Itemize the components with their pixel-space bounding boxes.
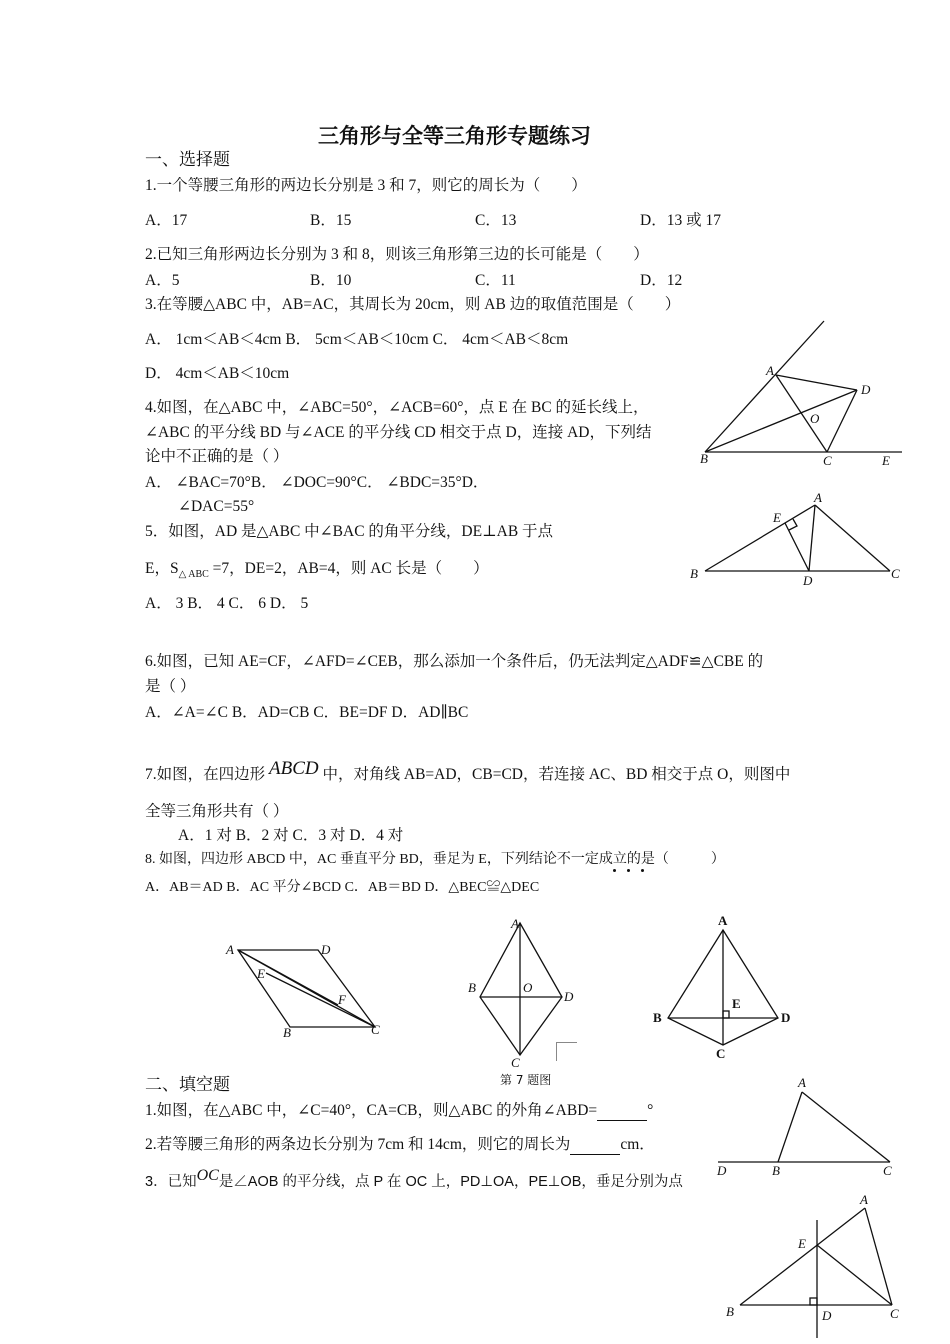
q6-line2: 是（ ） [145, 678, 196, 695]
q6-options: A．∠A=∠C B．AD=CB C．BE=DF D．AD∥BC [145, 704, 469, 721]
q7-line2: 全等三角形共有（ ） [145, 803, 289, 820]
fig6-label-d: D [321, 942, 331, 957]
fill1 [145, 1101, 653, 1121]
q7-options: A．1 对 B．2 对 C．3 对 D．4 对 [178, 827, 404, 844]
q4-options-line2: ∠DAC=55° [178, 498, 255, 515]
fill2-stem: 2.若等腰三角形的两条边长分别为 7cm 和 14cm，则它的周长为 [145, 1136, 571, 1153]
q3-stem: 3.在等腰△ABC 中，AB=AC，其周长为 20cm，则 AB 边的取值范围是（ ） [145, 296, 681, 313]
q5-line1: 5．如图，AD 是△ABC 中∠BAC 的角平分线，DE⊥AB 于点 [145, 523, 554, 540]
fig8-label-e: E [732, 996, 741, 1011]
q1-option-a: A．17 [145, 212, 188, 229]
q1-option-c: C．13 [475, 212, 517, 229]
figure-q8 [650, 910, 800, 1065]
figure-fill3 [720, 1190, 910, 1340]
figf1-label-d: D [717, 1163, 727, 1178]
fig6-label-e: E [257, 966, 265, 981]
fig6-label-a: A [226, 942, 234, 957]
q4-options-line1: A． ∠BAC=70°B． ∠DOC=90°C． ∠BDC=35°D． [145, 474, 489, 491]
fig8-label-d: D [781, 1010, 791, 1025]
figure-q5 [685, 488, 910, 588]
fig5-label-d: D [803, 573, 813, 588]
q1-option-d: D．13 或 17 [640, 212, 721, 229]
figure-q6 [220, 935, 390, 1045]
q5-line2 [145, 559, 489, 585]
q2-option-d: D．12 [640, 272, 683, 289]
fig4-label-b: B [700, 451, 708, 466]
q2-stem: 2.已知三角形两边长分别为 3 和 8，则该三角形第三边的长可能是（ ） [145, 246, 649, 263]
fig4-label-d: D [861, 382, 871, 397]
page-title: 三角形与全等三角形专题练习 [318, 124, 591, 148]
emphasis-dots [609, 869, 649, 873]
q4-line1: 4.如图，在△ABC 中，∠ABC=50°，∠ACB=60°，点 E 在 BC 的延长线上， [145, 399, 649, 416]
section-fill-heading: 二、填空题 [145, 1075, 230, 1094]
fill2-unit: cm． [620, 1136, 655, 1153]
q7-line1 [145, 758, 791, 785]
figf3-label-b: B [726, 1304, 734, 1319]
fig5-label-b: B [690, 566, 698, 581]
q1-option-b: B．15 [310, 212, 352, 229]
q2-option-c: C．11 [475, 272, 516, 289]
fig7-label-o: O [523, 980, 533, 995]
fig7-label-b: B [468, 980, 476, 995]
fill3-oc: OC [196, 1167, 219, 1184]
figf3-label-c: C [890, 1306, 899, 1321]
q4-line2: ∠ABC 的平分线 BD 与∠ACE 的平分线 CD 相交于点 D，连接 AD，下列结 [145, 424, 652, 441]
q7-pre: 7.如图，在四边形 [145, 766, 270, 783]
fill3 [145, 1167, 683, 1192]
q5-line2-b: =7，DE=2，AB=4，则 AC 长是（ ） [208, 560, 489, 577]
fig6-label-f: F [338, 992, 346, 1007]
fig4-label-a: A [766, 363, 774, 378]
q5-line2-a: E，S [145, 560, 179, 577]
fig8-label-a: A [718, 913, 728, 928]
figf3-label-a: A [860, 1192, 868, 1207]
figf1-label-a: A [798, 1075, 806, 1090]
q4-line3: 论中不正确的是（ ） [145, 448, 289, 465]
q5-options: A． 3 B． 4 C． 6 D． 5 [145, 595, 309, 612]
fig5-label-c: C [891, 566, 900, 581]
fig6-label-b: B [283, 1025, 291, 1040]
q5-line2-subscript: △ ABC [178, 569, 209, 580]
q8-line1: 8. 如图，四边形 ABCD 中，AC 垂直平分 BD，垂足为 E，下列结论不一定成立的是（ ） [145, 852, 725, 867]
figure-fill1 [710, 1070, 900, 1180]
fig4-label-o: O [810, 411, 820, 426]
q3-options-line2: D． 4cm＜AB＜10cm [145, 365, 290, 382]
fig4-label-e: E [882, 453, 890, 468]
q6-line1: 6.如图，已知 AE=CF，∠AFD=∠CEB，那么添加一个条件后，仍无法判定△ADF≌△CBE 的 [145, 653, 764, 670]
figf3-label-d: D [822, 1308, 832, 1323]
q1-stem: 1.一个等腰三角形的两边长分别是 3 和 7，则它的周长为（ ） [145, 177, 587, 194]
q8-options: A．AB＝AD B．AC 平分∠BCD C．AB＝BD D．△BEC≌△DEC [145, 880, 540, 895]
fill1-stem: 1.如图，在△ABC 中，∠C=40°，CA=CB，则△ABC 的外角∠ABD= [145, 1102, 598, 1119]
fill3-pre: 3．已知 [145, 1174, 197, 1190]
q7-post: 中，对角线 AB=AD，CB=CD，若连接 AC、BD 相交于点 O，则图中 [318, 766, 791, 783]
fig8-label-c: C [716, 1046, 726, 1061]
fig5-label-a: A [814, 490, 822, 505]
figf1-label-b: B [772, 1163, 780, 1178]
fill2-answer-blank[interactable] [570, 1140, 620, 1155]
fig7-label-a: A [511, 916, 519, 931]
q7-abcd: ABCD [269, 758, 319, 779]
q3-options-line1: A． 1cm＜AB＜4cm B． 5cm＜AB＜10cm C． 4cm＜AB＜8cm [145, 331, 569, 348]
section-choice-heading: 一、选择题 [145, 150, 230, 169]
fig8-label-b: B [653, 1010, 662, 1025]
figf1-label-c: C [883, 1163, 892, 1178]
q2-option-b: B．10 [310, 272, 352, 289]
q2-option-a: A．5 [145, 272, 180, 289]
fig6-label-c: C [371, 1022, 380, 1037]
figure-q4 [690, 315, 920, 475]
fig7-label-d: D [564, 989, 574, 1004]
fill1-unit: ° [647, 1102, 654, 1119]
fig5-label-e: E [773, 510, 781, 525]
fill1-answer-blank[interactable] [597, 1106, 647, 1121]
figure-q7-caption: 第 7 题图 [500, 1073, 552, 1087]
corner-mark [556, 1042, 577, 1061]
fig7-label-c: C [511, 1055, 520, 1070]
fill3-post: 是∠AOB 的平分线，点 P 在 OC 上，PD⊥OA，PE⊥OB，垂足分别为点 [218, 1174, 683, 1190]
fig4-label-c: C [823, 453, 832, 468]
figf3-label-e: E [798, 1236, 806, 1251]
fill2 [145, 1135, 655, 1155]
